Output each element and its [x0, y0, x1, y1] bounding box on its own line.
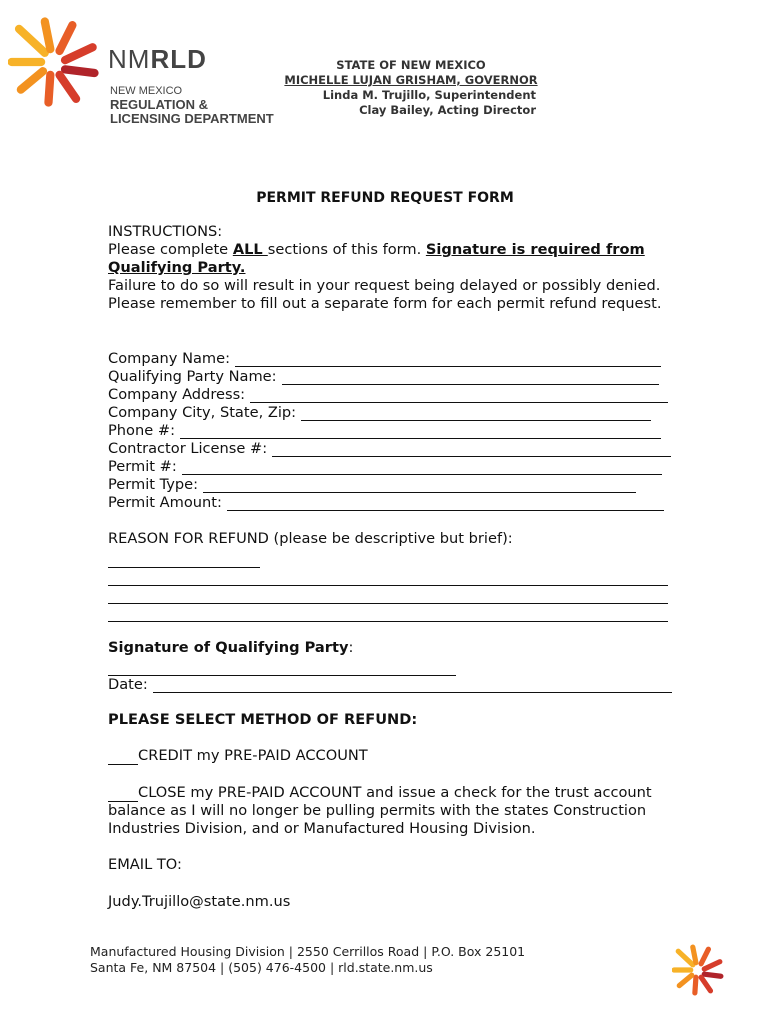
- logo-sub-line3: LICENSING DEPARTMENT: [110, 111, 274, 126]
- footer-logo-icon: [672, 944, 724, 996]
- field-label: Company City, State, Zip:: [108, 404, 297, 421]
- header-state: STATE OF NEW MEXICO: [336, 58, 486, 72]
- field-permit-number: [108, 457, 662, 475]
- logo-wordmark: [108, 44, 207, 75]
- logo-sub-line1: NEW MEXICO: [110, 85, 183, 97]
- instr-all: ALL: [232, 241, 268, 258]
- footer-line2: Santa Fe, NM 87504 | (505) 476-4500 | rld.state.nm.us: [90, 960, 433, 975]
- field-label: Company Address:: [108, 386, 246, 403]
- logo-sub-line2: REGULATION &: [110, 97, 208, 112]
- field-label: Qualifying Party Name:: [108, 368, 277, 385]
- phone-input[interactable]: [180, 424, 661, 439]
- field-permit-type: [108, 475, 636, 493]
- option-close: [108, 784, 678, 838]
- option-close-text: CLOSE my PRE-PAID ACCOUNT and issue a check for the trust account balance as I will no longer be pulling permits with the states Construction Industries Division, and or Manufactured Housing Division.: [108, 784, 652, 837]
- signature-label: [108, 639, 688, 657]
- field-city-state-zip: [108, 403, 651, 421]
- header-governor: MICHELLE LUJAN GRISHAM, GOVERNOR: [284, 73, 538, 87]
- instr-signature-required: Signature is required from Qualifying Party.: [108, 241, 645, 276]
- nmrld-logo-icon: [8, 16, 100, 108]
- reason-line-4[interactable]: [108, 620, 668, 622]
- field-label: Date:: [108, 676, 148, 693]
- permit-number-input[interactable]: [182, 460, 662, 475]
- instructions-heading: INSTRUCTIONS:: [108, 223, 223, 240]
- company-address-input[interactable]: [250, 388, 668, 403]
- logo-subtitle: [110, 84, 274, 126]
- company-name-input[interactable]: [235, 352, 661, 367]
- email-label: EMAIL TO:: [108, 856, 182, 873]
- option-credit: [108, 747, 688, 765]
- instr-part-a: Please complete: [108, 241, 233, 258]
- field-label: Phone #:: [108, 422, 175, 439]
- header-director: Clay Bailey, Acting Director: [359, 103, 536, 117]
- reason-line-2[interactable]: [108, 584, 668, 586]
- field-label: Permit Type:: [108, 476, 199, 493]
- close-checkbox-line[interactable]: [108, 787, 138, 802]
- field-date: [108, 675, 672, 693]
- qualifying-party-input[interactable]: [282, 370, 659, 385]
- contractor-license-input[interactable]: [272, 442, 671, 457]
- letterhead: [280, 58, 542, 118]
- field-company-address: [108, 385, 668, 403]
- field-permit-amount: [108, 493, 664, 511]
- reason-label: REASON FOR REFUND (please be descriptive but brief):: [108, 530, 513, 547]
- field-label: Contractor License #:: [108, 440, 268, 457]
- instructions: [108, 223, 688, 313]
- field-qualifying-party: [108, 367, 659, 385]
- header-superintendent: Linda M. Trujillo, Superintendent: [322, 88, 536, 102]
- field-company-name: [108, 349, 661, 367]
- permit-amount-input[interactable]: [227, 496, 664, 511]
- field-label: Permit Amount:: [108, 494, 222, 511]
- date-input[interactable]: [153, 678, 672, 693]
- logo-nm: NM: [108, 44, 151, 74]
- logo-rld: RLD: [150, 44, 207, 74]
- field-phone: [108, 421, 661, 439]
- permit-type-input[interactable]: [203, 478, 636, 493]
- instructions-requirement: [108, 241, 688, 277]
- footer-line1: Manufactured Housing Division | 2550 Cerrillos Road | P.O. Box 25101: [90, 944, 526, 959]
- credit-checkbox-line[interactable]: [108, 750, 138, 765]
- method-heading: PLEASE SELECT METHOD OF REFUND:: [108, 711, 418, 728]
- email-address[interactable]: Judy.Trujillo@state.nm.us: [108, 893, 291, 910]
- reason-line-1[interactable]: [108, 566, 260, 568]
- signature-label-text: Signature of Qualifying Party: [108, 639, 349, 656]
- signature-colon: :: [348, 639, 354, 656]
- form-title: PERMIT REFUND REQUEST FORM: [256, 190, 514, 206]
- footer: [90, 944, 525, 976]
- city-state-zip-input[interactable]: [301, 406, 651, 421]
- instr-part-c: sections of this form.: [267, 241, 426, 258]
- field-label: Company Name:: [108, 350, 231, 367]
- field-label: Permit #:: [108, 458, 177, 475]
- instructions-body: Failure to do so will result in your request being delayed or possibly denied. Please remember to fill out a separate form for each permit refund request.: [108, 277, 662, 312]
- field-contractor-license: [108, 439, 671, 457]
- option-credit-text: CREDIT my PRE-PAID ACCOUNT: [138, 747, 368, 764]
- reason-line-3[interactable]: [108, 602, 668, 604]
